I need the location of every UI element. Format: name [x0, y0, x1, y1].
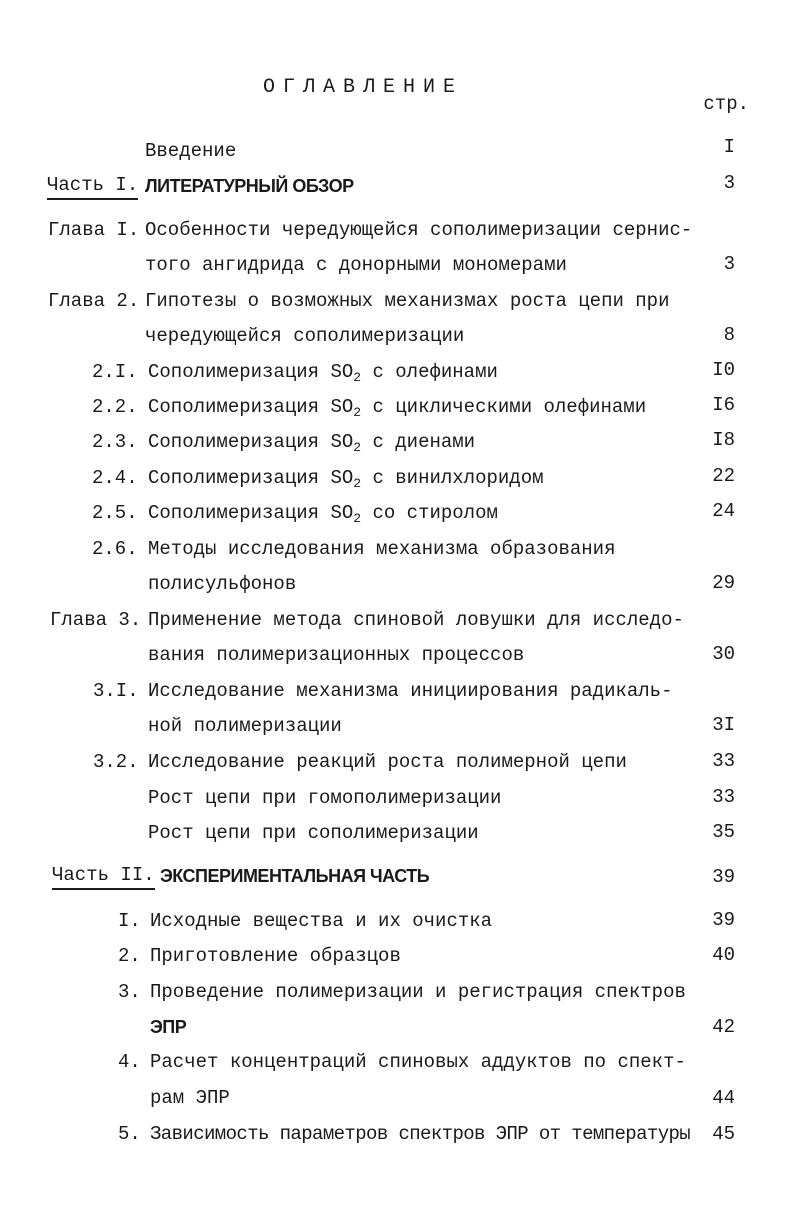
s22-page: I6: [712, 394, 735, 416]
s32a-page: 33: [712, 786, 735, 808]
s21-num: 2.I.: [92, 361, 138, 383]
ch1-page: 3: [723, 253, 735, 275]
s21-text: Сополимеризация $SO_2$ с олефинами: [148, 361, 498, 385]
s31-page: 3I: [712, 714, 735, 736]
part2-label: Часть II.: [52, 866, 155, 890]
ch2-label: Глава 2.: [48, 290, 140, 312]
e1-page: 39: [712, 909, 735, 931]
s26-line2: полисульфонов: [148, 573, 297, 595]
e2-page: 40: [712, 944, 735, 966]
s25-num: 2.5.: [92, 502, 138, 524]
ch1-line2: того ангидрида с донорными мономерами: [145, 254, 567, 276]
e4-num: 4.: [118, 1051, 141, 1073]
ch1-label: Глава I.: [48, 219, 140, 241]
e2-num: 2.: [118, 945, 141, 967]
s24-text: Сополимеризация $SO_2$ с винилхлоридом: [148, 467, 544, 491]
s32-page: 33: [712, 750, 735, 772]
ch3-line2: вания полимеризационных процессов: [148, 644, 525, 666]
ch2-line2: чередующейся сополимеризации: [145, 325, 465, 347]
s22-text: Сополимеризация $SO_2$ с циклическими олефинами: [148, 396, 647, 420]
s25-text: Сополимеризация $SO_2$ со стиролом: [148, 502, 498, 526]
s23-page: I8: [712, 429, 735, 451]
s26-page: 29: [712, 572, 735, 594]
ch3-label: Глава 3.: [50, 609, 142, 631]
part1-title: ЛИТЕРАТУРНЫЙ ОБЗОР: [145, 176, 354, 196]
ch1-line1: Особенности чередующейся сополимеризации сернис-: [145, 219, 693, 241]
toc-title: ОГЛАВЛЕНИЕ: [263, 76, 464, 99]
e5-page: 45: [712, 1123, 735, 1145]
part1-label: Часть I.: [47, 176, 138, 200]
s22-num: 2.2.: [92, 396, 138, 418]
s25-page: 24: [712, 500, 735, 522]
e3-line2: ЭПР: [150, 1017, 187, 1037]
s31-num: 3.I.: [93, 680, 139, 702]
e3-num: 3.: [118, 981, 141, 1003]
intro-title: Введение: [145, 140, 237, 162]
intro-page: I: [723, 136, 735, 158]
s31-line1: Исследование механизма инициирования радикаль-: [148, 680, 673, 702]
e4-line1: Расчет концентраций спиновых аддуктов по спект-: [150, 1051, 686, 1073]
e3-line1: Проведение полимеризации и регистрация спектров: [150, 981, 686, 1003]
e5-num: 5.: [118, 1123, 141, 1145]
s32-num: 3.2.: [93, 751, 139, 773]
s26-line1: Методы исследования механизма образования: [148, 538, 616, 560]
page-column-header: стр.: [703, 93, 749, 115]
ch2-line1: Гипотезы о возможных механизмах роста цепи при: [145, 290, 670, 312]
s24-page: 22: [712, 465, 735, 487]
e1-text: Исходные вещества и их очистка: [150, 910, 493, 932]
s32b-page: 35: [712, 821, 735, 843]
part1-page: 3: [723, 172, 735, 194]
part2-title: ЭКСПЕРИМЕНТАЛЬНАЯ ЧАСТЬ: [160, 866, 430, 886]
e4-line2: рам ЭПР: [150, 1087, 230, 1109]
s21-page: I0: [712, 359, 735, 381]
e5-text: Зависимость параметров спектров ЭПР от температуры: [150, 1123, 691, 1145]
s32b-text: Рост цепи при сополимеризации: [148, 822, 479, 844]
ch3-line1: Применение метода спиновой ловушки для исследо-: [148, 609, 684, 631]
s31-line2: ной полимеризации: [148, 715, 342, 737]
s32-text: Исследование реакций роста полимерной цепи: [148, 751, 627, 773]
e1-num: I.: [118, 910, 141, 932]
s32a-text: Рост цепи при гомополимеризации: [148, 787, 502, 809]
ch2-page: 8: [723, 324, 735, 346]
ch3-page: 30: [712, 643, 735, 665]
s26-num: 2.6.: [92, 538, 138, 560]
e4-page: 44: [712, 1087, 735, 1109]
e2-text: Приготовление образцов: [150, 945, 401, 967]
e3-page: 42: [712, 1016, 735, 1038]
s24-num: 2.4.: [92, 467, 138, 489]
part2-page: 39: [712, 866, 735, 888]
s23-text: Сополимеризация $SO_2$ с диенами: [148, 431, 476, 455]
s23-num: 2.3.: [92, 431, 138, 453]
